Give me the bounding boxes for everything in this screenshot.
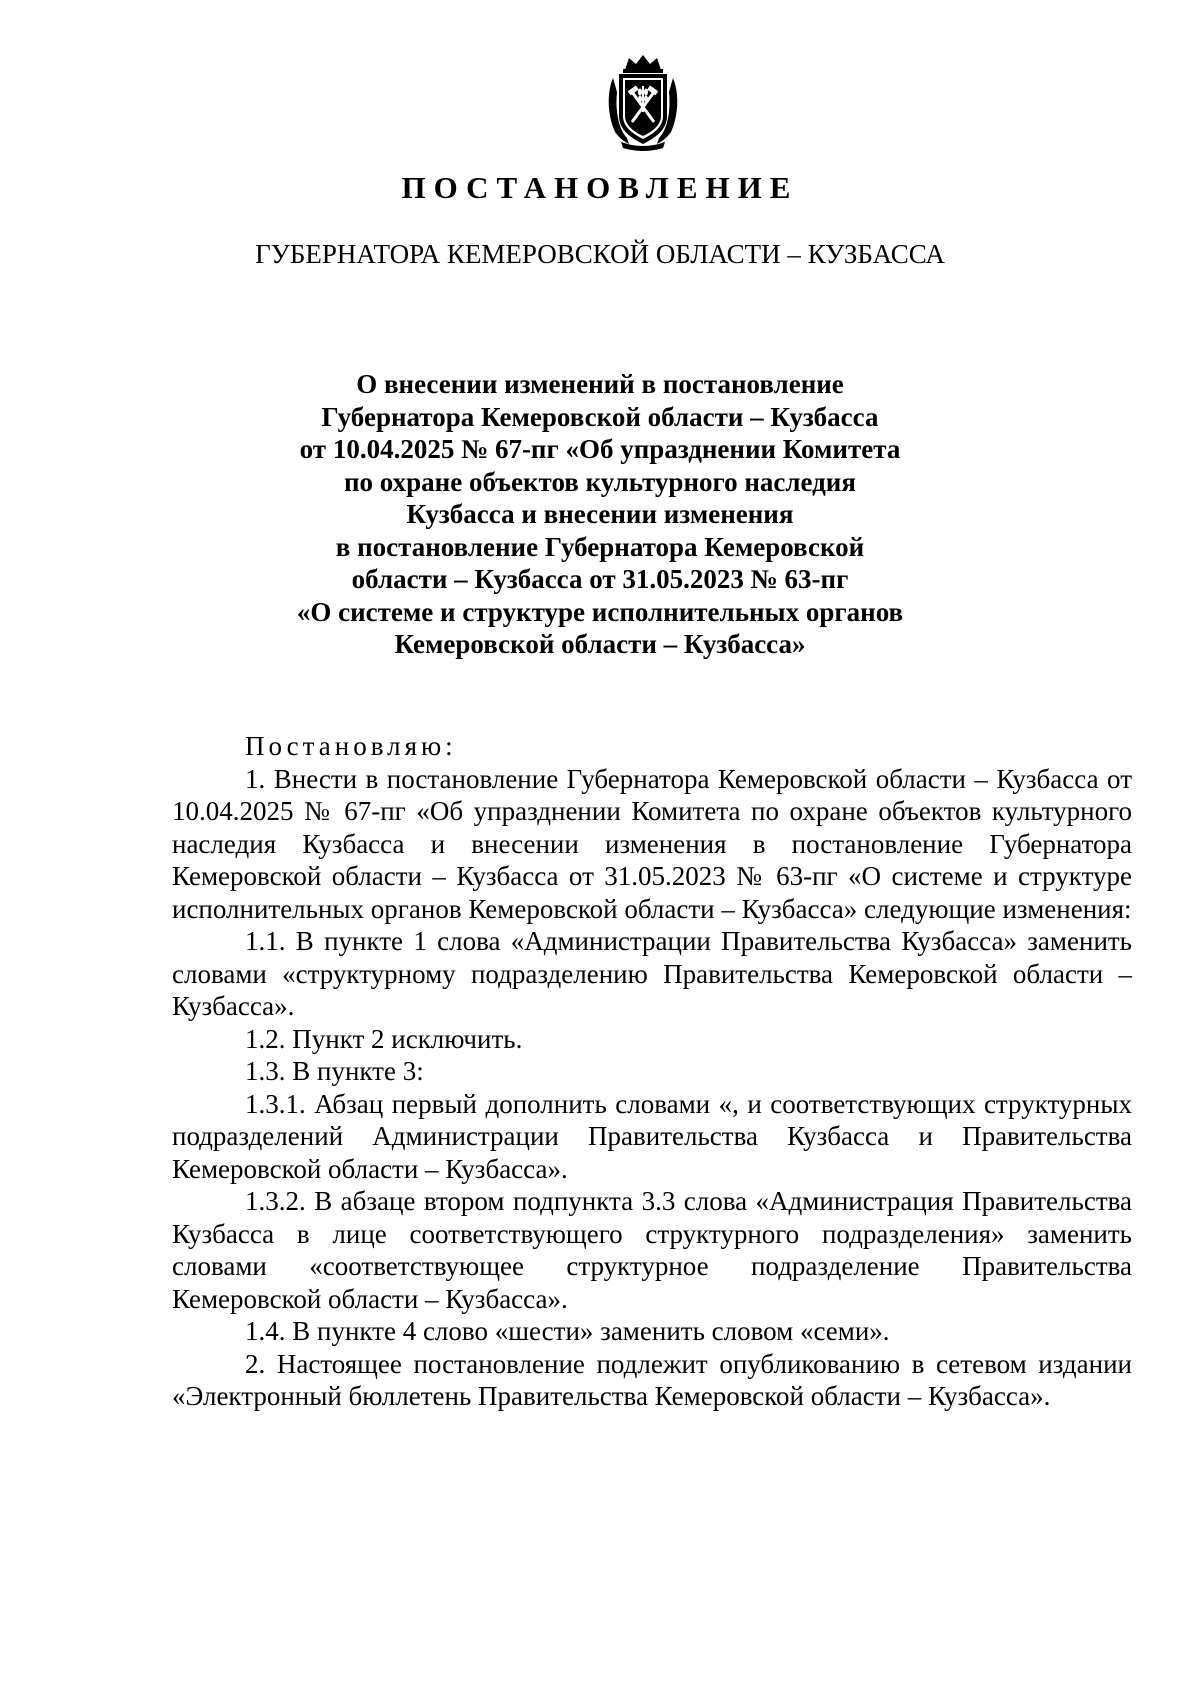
body-paragraph: 1.2. Пункт 2 исключить.: [245, 1023, 523, 1054]
title-line: по охране объектов культурного наследия: [344, 466, 856, 497]
title-line: Кузбасса и внесении изменения: [406, 499, 794, 529]
body-paragraph: 1.3. В пункте 3:: [245, 1056, 424, 1086]
title-line: от 10.04.2025 № 67-пг «Об упразднении Комитета: [299, 434, 901, 464]
document-body: [172, 730, 1132, 1413]
title-line: «О системе и структуре исполнительных органов: [296, 596, 904, 627]
document-type-heading: ПОСТАНОВЛЕНИЕ: [401, 170, 799, 205]
issuing-authority: ГУБЕРНАТОРА КЕМЕРОВСКОЙ ОБЛАСТИ – КУЗБАССА: [255, 239, 945, 269]
title-line: области – Кузбасса от 31.05.2023 № 63-пг: [351, 564, 849, 594]
title-line: Кемеровской области – Кузбасса»: [394, 629, 806, 659]
title-line: Губернатора Кемеровской области – Кузбасса: [321, 401, 879, 432]
title-line: О внесении изменений в постановление: [356, 369, 844, 399]
coat-of-arms-emblem: [603, 52, 683, 152]
body-paragraph: 1.1. В пункте 1 слова «Администрации Правительства Кузбасса» заменить словами «структурному подразделению Правительства Кемеровской области – Кузбасса».: [172, 926, 1132, 1021]
title-line: в постановление Губернатора Кемеровской: [335, 531, 865, 562]
document-title: [250, 368, 950, 661]
body-paragraph: 1. Внести в постановление Губернатора Кемеровской области – Кузбасса от 10.04.2025 № 67-пг «Об упразднении Комитета по охране объектов культурного наследия Кузбасса и внесении изменения в постановление Губернатора Кемеровской области – Кузбасса от 31.05.2023 № 63-пг «О системе и структуре исполнительных органов Кемеровской области – Кузбасса» следующие изменения:: [172, 763, 1132, 924]
decree-word: Постановляю:: [245, 731, 457, 761]
body-paragraph: 1.4. В пункте 4 слово «шести» заменить словом «семи».: [245, 1316, 890, 1346]
body-paragraph: 1.3.1. Абзац первый дополнить словами «, и соответствующих структурных подразделений Администрации Правительства Кузбасса и Правительства Кемеровской области – Кузбасса».: [172, 1088, 1132, 1184]
body-paragraph: 1.3.2. В абзаце втором подпункта 3.3 слова «Администрация Правительства Кузбасса в лице соответствующего структурного подразделения» заменить словами «соответствующее структурное подразделение Правительства Кемеровской области – Кузбасса».: [172, 1186, 1132, 1314]
body-paragraph: 2. Настоящее постановление подлежит опубликованию в сетевом издании «Электронный бюллетень Правительства Кемеровской области – Кузбасса».: [172, 1348, 1132, 1411]
